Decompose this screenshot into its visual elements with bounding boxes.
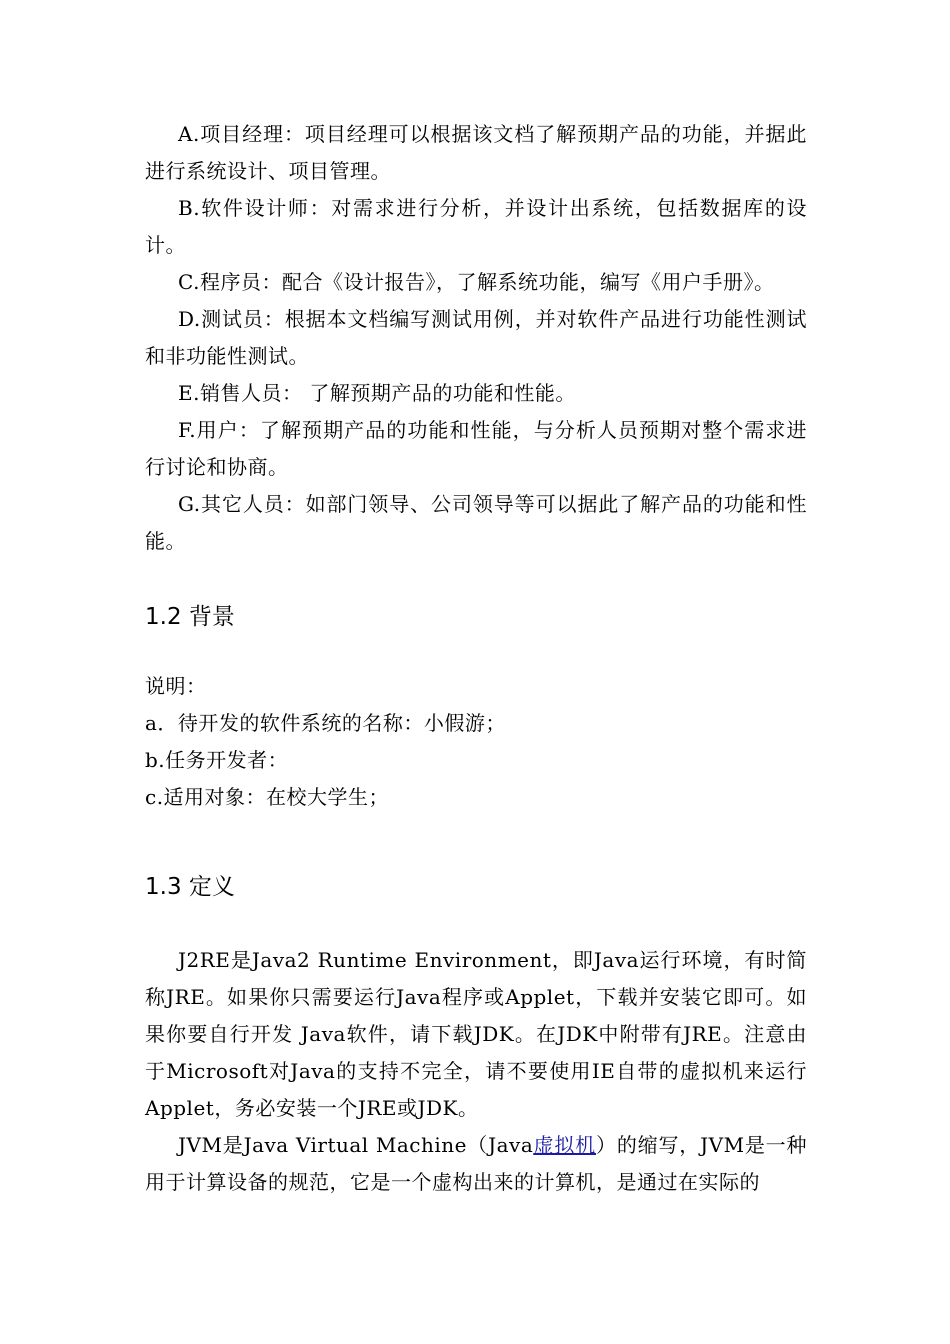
role-user: F.用户：了解预期产品的功能和性能，与分析人员预期对整个需求进行讨论和协商。 <box>145 418 807 479</box>
role-sales: E.销售人员： 了解预期产品的功能和性能。 <box>178 381 576 405</box>
role-others: G.其它人员：如部门领导、公司领导等可以据此了解产品的功能和性能。 <box>145 492 807 553</box>
background-developer: b.任务开发者： <box>145 748 289 772</box>
definition-jvm-text-start: JVM是Java Virtual Machine（Java <box>178 1133 534 1157</box>
role-project-manager: A.项目经理：项目经理可以根据该文档了解预期产品的功能，并据此进行系统设计、项目管理。 <box>145 122 807 183</box>
heading-definition: 1.3 定义 <box>145 874 235 900</box>
background-target-users: c.适用对象：在校大学生； <box>145 785 390 809</box>
background-system-name: a．待开发的软件系统的名称：小假游； <box>145 711 506 735</box>
definition-jvm <box>145 1127 807 1201</box>
heading-background: 1.2 背景 <box>145 604 235 630</box>
role-software-designer: B.软件设计师：对需求进行分析，并设计出系统，包括数据库的设计。 <box>145 196 807 257</box>
role-programmer: C.程序员：配合《设计报告》，了解系统功能，编写《用户手册》。 <box>178 270 775 294</box>
definition-jvm-text-end: ）的缩写，JVM是一种用于计算设备的规范，它是一个虚构出来的计算机，是通过在实际的 <box>145 1133 807 1194</box>
role-tester: D.测试员：根据本文档编写测试用例，并对软件产品进行功能性测试和非功能性测试。 <box>145 307 807 368</box>
background-note-label: 说明： <box>145 674 207 698</box>
virtual-machine-link[interactable]: 虚拟机 <box>533 1133 597 1157</box>
definition-j2re: J2RE是Java2 Runtime Environment，即Java运行环境，有时简称JRE。如果你只需要运行Java程序或Applet，下载并安装它即可。如果你要自行开发 Java软件，请下载JDK。在JDK中附带有JRE。注意由于Microsoft对Java的支持不完全，请不要使用IE自带的虚拟机来运行 Applet，务必安装一个JRE或JDK。 <box>145 948 807 1120</box>
document-page <box>145 116 807 1201</box>
